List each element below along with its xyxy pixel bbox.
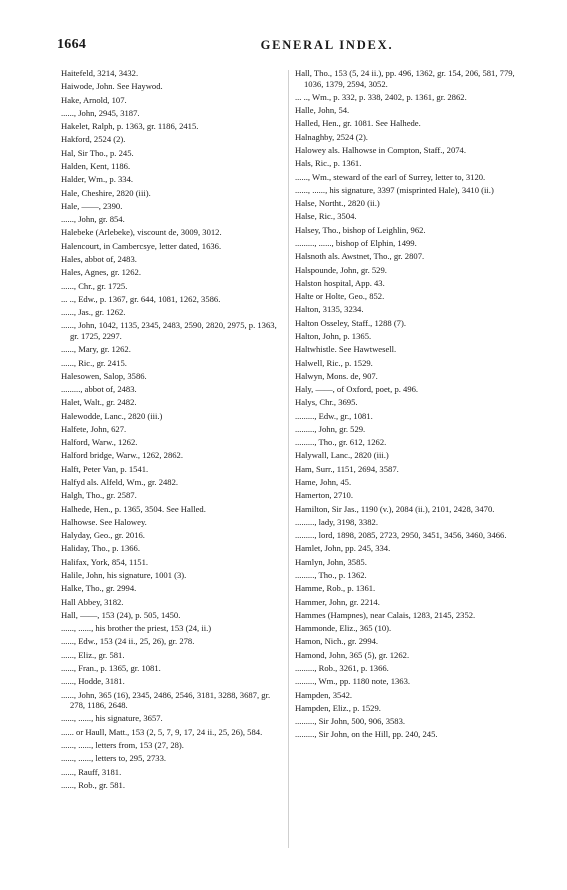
index-entry: Hampden, 3542. [295,689,353,700]
index-entry: ......, ......, his signature, 3397 (misprinted Hale), 3410 (ii.) [295,184,494,195]
index-entry: Halewodde, Lanc., 2820 (iii.) [61,410,163,421]
index-entry: Hall, Tho., 153 (5, 24 ii.), pp. 496, 1362, gr. 154, 206, 581, 779, 1036, 1379, 2594, 3052. [295,68,515,89]
index-entry: Halford, Warw., 1262. [61,437,138,448]
index-entry: ......, Ric., gr. 2415. [61,357,127,368]
index-entry: ........., John, gr. 529. [295,423,366,434]
index-entry: Haly, ——, of Oxford, poet, p. 496. [295,384,419,395]
index-column-right [295,68,520,743]
index-entry: Halsnoth als. Awstnet, Tho., gr. 2807. [295,251,425,262]
index-entry: Halke, Tho., gr. 2994. [61,583,137,594]
index-entry: Hales, Agnes, gr. 1262. [61,267,141,278]
index-entry: Halencourt, in Cambercsye, letter dated, 1636. [61,240,222,251]
index-entry: ......, ......, his signature, 3657. [61,713,163,724]
index-entry: Hamme, Rob., p. 1361. [295,583,376,594]
index-entry: Halse, Ric., 3504. [295,211,357,222]
index-entry: Hamon, Nich., gr. 2994. [295,636,379,647]
index-entry: ........., Edw., gr., 1081. [295,410,373,421]
index-entry: ... .., Edw., p. 1367, gr. 644, 1081, 1262, 3586. [61,293,221,304]
index-entry: ......, Edw., 153 (24 ii., 25, 26), gr. 278. [61,636,195,647]
index-entry: Halowey als. Halhowse in Compton, Staff., 2074. [295,145,466,155]
index-entry: Halys, Chr., 3695. [295,397,358,408]
index-entry: Halfyd als. Alfeld, Wm., gr. 2482. [61,477,179,488]
index-entry: Halyday, Geo., gr. 2016. [61,530,145,541]
index-entry: Halhede, Hen., p. 1365, 3504. See Halled. [61,503,206,514]
index-entry: Hammes (Hampnes), near Calais, 1283, 2145, 2352. [295,609,476,620]
index-entry: Hales, abbot of, 2483. [61,253,137,264]
index-entry: Hamond, John, 365 (5), gr. 1262. [295,649,410,660]
index-entry: Hakelet, Ralph, p. 1363, gr. 1186, 2415. [61,121,199,132]
index-entry: Haliday, Tho., p. 1366. [61,543,141,554]
index-entry: Halder, Wm., p. 334. [61,174,134,185]
index-entry: ........., Rob., 3261, p. 1366. [295,662,389,673]
index-entry: Hame, John, 45. [295,477,352,488]
index-entry: Halnaghby, 2524 (2). [295,131,368,142]
index-entry: Halile, John, his signature, 1001 (3). [61,570,187,580]
index-entry: Halston hospital, App. 43. [295,277,385,288]
index-entry: ......, Hodde, 3181. [61,676,125,687]
index-entry: Hamerton, 2710. [295,490,353,501]
index-entry: Ham, Surr., 1151, 2694, 3587. [295,463,399,474]
index-entry: ......, Mary, gr. 1262. [61,344,131,355]
index-entry: Halse, Northt., 2820 (ii.) [295,198,380,209]
index-entry: ........., abbot of, 2483. [61,384,137,395]
index-entry: ......, ......, letters to, 295, 2733. [61,753,167,764]
index-entry: ........., ......, bishop of Elphin, 1499. [295,237,417,248]
index-entry: Haitefeld, 3214, 3432. [61,68,139,78]
index-entry: Hampden, Eliz., p. 1529. [295,702,381,713]
index-entry: Halsey, Tho., bishop of Leighlin, 962. [295,224,426,235]
index-entry: ......, Rob., gr. 581. [61,779,125,790]
index-entry: ......, Eliz., gr. 581. [61,649,125,660]
index-entry: Hale, Cheshire, 2820 (iii). [61,187,151,198]
index-entry: Hamlyn, John, 3585. [295,556,367,567]
index-entry: Halifax, York, 854, 1151. [61,556,149,567]
index-entry: Halesowen, Salop, 3586. [61,370,147,381]
index-entry: Hammer, John, gr. 2214. [295,596,380,607]
index-entry: Hall Abbey, 3182. [61,596,124,607]
index-entry: Hal, Sir Tho., p. 245. [61,147,134,158]
index-entry: Halet, Walt., gr. 2482. [61,397,137,408]
index-entry: ...... or Haull, Matt., 153 (2, 5, 7, 9, 17, 24 ii., 25, 26), 584. [61,726,263,737]
index-entry: ......, John, 2945, 3187. [61,107,140,118]
index-entry: Halhowse. See Halowey. [61,516,147,527]
index-entry: Halfete, John, 627. [61,423,127,434]
index-entry: ......, Rauff, 3181. [61,766,122,777]
index-entry: Halled, Hen., gr. 1081. See Halhede. [295,118,421,129]
index-entry: ........., lord, 1898, 2085, 2723, 2950, 3451, 3456, 3460, 3466. [295,530,507,541]
index-entry: Haiwode, John. See Haywod. [61,81,163,92]
index-entry: Halwell, Ric., p. 1529. [295,357,373,368]
index-entry: Halford bridge, Warw., 1262, 2862. [61,450,183,461]
index-entry: ......, ......, his brother the priest, 153 (24, ii.) [61,623,212,634]
index-entry: ......, Chr., gr. 1725. [61,280,128,291]
index-entry: ......, John, gr. 854. [61,214,125,225]
index-entry: Hals, Ric., p. 1361. [295,158,362,169]
index-entry: Halft, Peter Van, p. 1541. [61,463,149,474]
index-entry: Hamilton, Sir Jas., 1190 (v.), 2084 (ii.), 2101, 2428, 3470. [295,503,495,514]
index-entry: Halden, Kent, 1186. [61,160,131,171]
index-entry: Halebeke (Arlebeke), viscount de, 3009, 3012. [61,227,222,238]
index-entry: ........., Tho., gr. 612, 1262. [295,437,387,448]
index-entry: Halywall, Lanc., 2820 (iii.) [295,450,389,461]
index-entry: ........., Sir John, on the Hill, pp. 240, 245. [295,729,438,740]
index-entry: Hale, ——, 2390. [61,200,123,211]
index-entry: Hall, ——, 153 (24), p. 505, 1450. [61,609,181,620]
index-entry: Halwyn, Mons. de, 907. [295,370,378,381]
index-entry: ......, Fran., p. 1365, gr. 1081. [61,662,161,673]
index-entry: Halton, John, p. 1365. [295,330,372,341]
index-entry: Halle, John, 54. [295,105,350,116]
index-entry: Hammonde, Eliz., 365 (10). [295,623,392,634]
index-entry: Halton Osseley, Staff., 1288 (7). [295,317,406,328]
page-header [57,37,512,57]
index-entry: Halton, 3135, 3234. [295,304,364,315]
index-entry: Hakford, 2524 (2). [61,134,126,145]
index-entry: ......, John, 365 (16), 2345, 2486, 2546, 3181, 3288, 3687, gr. 278, 1186, 2648. [61,689,271,711]
index-entry: ........., Wm., pp. 1180 note, 1363. [295,676,411,687]
index-entry: Halspounde, John, gr. 529. [295,264,387,275]
index-entry: ......, John, 1042, 1135, 2345, 2483, 2590, 2820, 2975, p. 1363, gr. 1725, 2297. [61,320,277,341]
index-column-left [61,68,281,793]
page-title: GENERAL INDEX. [260,38,394,52]
index-entry: ... .., Wm., p. 332, p. 338, 2402, p. 1361, gr. 2862. [295,91,467,102]
index-entry: ........., lady, 3198, 3382. [295,516,378,527]
index-entry: ......, ......, letters from, 153 (27, 28). [61,739,184,750]
index-entry: Haltwhistle. See Hawtwesell. [295,344,397,355]
index-entry: ........., Sir John, 500, 906, 3583. [295,716,406,727]
index-entry: ......, Jas., gr. 1262. [61,307,126,318]
index-entry: ......, Wm., steward of the earl of Surrey, letter to, 3120. [295,171,486,182]
index-entry: Hake, Arnold, 107. [61,94,127,105]
index-entry: Halte or Holte, Geo., 852. [295,291,385,302]
index-entry: Halgh, Tho., gr. 2587. [61,490,137,501]
page-number: 1664 [57,37,87,52]
column-divider [288,70,289,848]
index-entry: ........., Tho., p. 1362. [295,570,367,580]
index-entry: Hamlet, John, pp. 245, 334. [295,543,391,554]
